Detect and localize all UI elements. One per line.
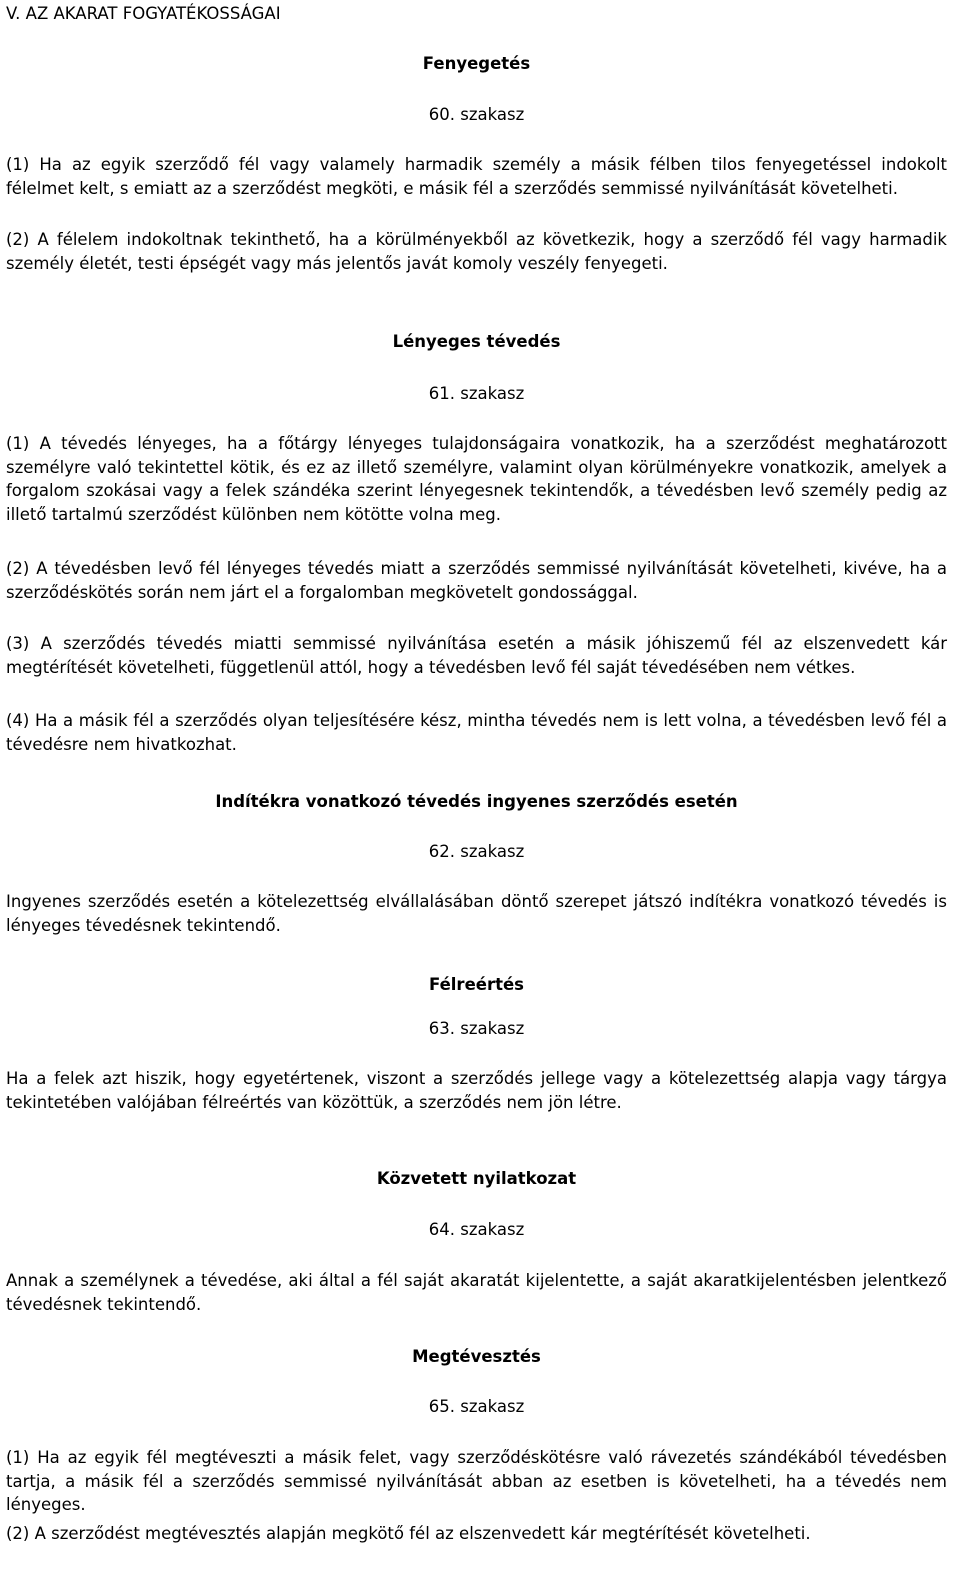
paragraph: (4) Ha a másik fél a szerződés olyan teljesítésére kész, mintha tévedés nem is lett volna, a tévedésben levő fél a tévedésre nem hivatkozhat. — [6, 711, 947, 754]
section-heading: Félreértés — [428, 975, 524, 994]
section-heading: Megtévesztés — [412, 1347, 541, 1366]
paragraph: (1) A tévedés lényeges, ha a főtárgy lényeges tulajdonságaira vonatkozik, ha a szerződést meghatározott személyre való tekintettel kötik, és ez az illető személyre, valamint olyan körülményekre vonatkozik, amelyek a forgalom szokásai vagy a felek szándéka szerint lényegesnek tekintendők, a tévedésben levő személy pedig az illető tartalmú szerződést különben nem kötötte volna meg. — [6, 434, 947, 524]
section-number: 60. szakasz — [428, 105, 525, 124]
chapter-title: V. AZ AKARAT FOGYATÉKOSSÁGAI — [6, 4, 281, 23]
paragraph: Annak a személynek a tévedése, aki által a fél saját akaratát kijelentette, a saját akaratkijelentésben jelentkező tévedésnek tekintendő. — [6, 1271, 947, 1314]
paragraph: (1) Ha az egyik szerződő fél vagy valamely harmadik személy a másik félben tilos fenyegetéssel indokolt félelmet kelt, s emiatt az a szerződést megköti, e másik fél a szerződés semmissé nyilvánítását követelheti. — [6, 155, 947, 198]
paragraph: (2) A félelem indokoltnak tekinthető, ha a körülményekből az következik, hogy a szerződő fél vagy harmadik személy életét, testi épségét vagy más jelentős javát komoly veszély fenyegeti. — [6, 230, 947, 273]
section-heading: Indítékra vonatkozó tévedés ingyenes szerződés esetén — [215, 792, 738, 811]
paragraph: (3) A szerződés tévedés miatti semmissé nyilvánítása esetén a másik jóhiszemű fél az elszenvedett kár megtérítését követelheti, függetlenül attól, hogy a tévedésben levő fél saját tévedésében nem vétkes. — [6, 634, 947, 677]
section-number: 65. szakasz — [428, 1397, 525, 1416]
section-heading: Közvetett nyilatkozat — [376, 1169, 577, 1188]
paragraph: Ha a felek azt hiszik, hogy egyetértenek, viszont a szerződés jellege vagy a kötelezettség alapja vagy tárgya tekintetében valójában félreértés van közöttük, a szerződés nem jön létre. — [6, 1069, 947, 1112]
section-number: 64. szakasz — [428, 1220, 525, 1239]
section-number: 61. szakasz — [428, 384, 525, 403]
paragraph: (2) A tévedésben levő fél lényeges tévedés miatt a szerződés semmissé nyilvánítását követelheti, kivéve, ha a szerződéskötés során nem járt el a forgalomban megkövetelt gondossággal. — [6, 559, 947, 602]
section-number: 63. szakasz — [428, 1019, 525, 1038]
paragraph: Ingyenes szerződés esetén a kötelezettség elvállalásában döntő szerepet játszó indítékra vonatkozó tévedés is lényeges tévedésnek tekintendő. — [6, 892, 947, 935]
section-number: 62. szakasz — [428, 842, 525, 861]
paragraph: (2) A szerződést megtévesztés alapján megkötő fél az elszenvedett kár megtérítését követelheti. — [6, 1524, 811, 1543]
section-heading: Lényeges tévedés — [392, 332, 561, 351]
paragraph: (1) Ha az egyik fél megtéveszti a másik felet, vagy szerződéskötésre való rávezetés szándékából tévedésben tartja, a másik fél a szerződés semmissé nyilvánítását abban az esetben is követelheti, ha a tévedés nem lényeges. — [6, 1448, 947, 1514]
section-heading: Fenyegetés — [422, 54, 531, 73]
